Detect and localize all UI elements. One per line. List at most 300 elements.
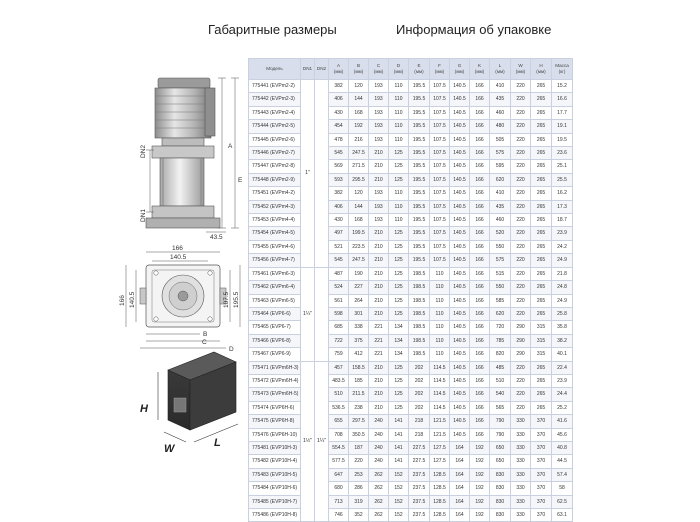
table-cell: 220	[511, 361, 531, 374]
table-cell: 107.5	[430, 160, 450, 173]
table-cell: 253	[349, 468, 369, 481]
column-header	[349, 59, 369, 80]
table-cell: 125	[389, 374, 409, 387]
table-row	[249, 428, 573, 441]
table-cell: 134	[389, 321, 409, 334]
table-cell: 775452 (EVPm4-3)	[249, 200, 301, 213]
table-cell: 140.5	[450, 120, 470, 133]
table-cell: 25.2	[552, 401, 573, 414]
table-cell: 680	[329, 482, 349, 495]
table-cell: 166	[470, 147, 490, 160]
table-cell: 238	[349, 401, 369, 414]
table-row	[249, 80, 573, 93]
table-cell: 521	[329, 240, 349, 253]
table-cell: 192	[470, 495, 490, 508]
table-cell: 110	[430, 307, 450, 320]
table-cell: 790	[490, 428, 511, 441]
column-header	[315, 59, 329, 80]
table-cell: 487	[329, 267, 349, 280]
table-cell: 775476 (EVP6H-10)	[249, 428, 301, 441]
table-cell: 211.5	[349, 388, 369, 401]
box-w-label: W	[164, 443, 175, 455]
table-cell: 775454 (EVPm4-5)	[249, 227, 301, 240]
table-cell: 220	[511, 120, 531, 133]
column-header-unit: (мм)	[393, 69, 404, 74]
table-cell: 561	[329, 294, 349, 307]
table-cell: 330	[511, 509, 531, 522]
table-cell: 295.5	[349, 173, 369, 186]
dimensions-heading: Габаритные размеры	[208, 22, 337, 37]
table-cell: 220	[511, 187, 531, 200]
table-cell: 262	[369, 482, 389, 495]
table-cell: 166	[470, 120, 490, 133]
table-cell: 565	[490, 401, 511, 414]
table-cell: 24.2	[552, 240, 573, 253]
table-cell: 220	[511, 388, 531, 401]
table-cell: 152	[389, 468, 409, 481]
table-cell: 536.5	[329, 401, 349, 414]
table-cell: 220	[511, 106, 531, 119]
table-cell: 237.5	[409, 468, 430, 481]
table-cell: 247.5	[349, 254, 369, 267]
pump-base	[152, 206, 214, 218]
column-header-unit: (мм)	[454, 69, 465, 74]
table-cell: 218	[409, 428, 430, 441]
table-cell: 187	[349, 441, 369, 454]
table-cell: 350.5	[349, 428, 369, 441]
table-cell: 40.1	[552, 348, 573, 361]
table-cell: 195.5	[409, 187, 430, 200]
table-cell: 202	[409, 374, 430, 387]
column-header-label: B	[356, 63, 361, 69]
table-cell: 210	[369, 254, 389, 267]
table-cell: 575	[490, 254, 511, 267]
table-cell: 19.5	[552, 133, 573, 146]
table-row	[249, 254, 573, 267]
table-cell: 110	[430, 348, 450, 361]
dn1-cell: 1¼"	[301, 267, 315, 361]
table-cell: 265	[531, 214, 552, 227]
dim-d-label: D	[229, 346, 234, 353]
table-cell: 140.5	[450, 214, 470, 227]
table-cell: 480	[490, 120, 511, 133]
table-cell: 127.5	[430, 455, 450, 468]
table-cell: 221	[369, 334, 389, 347]
column-header-unit: (мм)	[536, 69, 546, 74]
dim-1075-label: 107.5	[223, 291, 230, 308]
table-cell: 271.5	[349, 160, 369, 173]
table-cell: 110	[389, 80, 409, 93]
table-cell: 107.5	[430, 240, 450, 253]
table-cell: 775485 (EVP10H-7)	[249, 495, 301, 508]
column-header-label: W	[518, 63, 523, 69]
table-cell: 107.5	[430, 80, 450, 93]
table-cell: 435	[490, 93, 511, 106]
table-cell: 38.2	[552, 334, 573, 347]
table-cell: 198.5	[409, 281, 430, 294]
table-cell: 382	[329, 80, 349, 93]
table-cell: 107.5	[430, 227, 450, 240]
box-l-label: L	[214, 437, 221, 449]
table-cell: 483.5	[329, 374, 349, 387]
table-cell: 216	[349, 133, 369, 146]
table-row	[249, 374, 573, 387]
table-cell: 125	[389, 388, 409, 401]
mount-hole	[154, 271, 158, 275]
table-cell: 647	[329, 468, 349, 481]
column-header-unit: (мм)	[474, 69, 485, 74]
width-166-label: 166	[172, 245, 183, 252]
table-cell: 140.5	[450, 240, 470, 253]
dn2-cell	[315, 267, 329, 361]
table-cell: 210	[369, 281, 389, 294]
table-cell: 195.5	[409, 160, 430, 173]
table-cell: 44.5	[552, 455, 573, 468]
table-cell: 166	[470, 173, 490, 186]
table-cell: 220	[511, 374, 531, 387]
table-cell: 140.5	[450, 160, 470, 173]
table-cell: 195.5	[409, 240, 430, 253]
table-cell: 240	[369, 455, 389, 468]
table-cell: 15.2	[552, 80, 573, 93]
table-cell: 166	[470, 254, 490, 267]
table-cell: 192	[470, 509, 490, 522]
table-cell: 265	[531, 240, 552, 253]
dn2-cell	[315, 80, 329, 268]
table-cell: 775465 (EVP6-7)	[249, 321, 301, 334]
table-cell: 168	[349, 214, 369, 227]
table-cell: 515	[490, 267, 511, 280]
table-row	[249, 361, 573, 374]
table-cell: 775462 (EVPm6-4)	[249, 281, 301, 294]
table-cell: 262	[369, 495, 389, 508]
table-cell: 110	[389, 200, 409, 213]
mount-hole	[208, 271, 212, 275]
table-cell: 265	[531, 147, 552, 160]
dim-c-label: C	[202, 339, 207, 346]
table-cell: 210	[369, 160, 389, 173]
table-cell: 585	[490, 294, 511, 307]
table-cell: 18.7	[552, 214, 573, 227]
table-cell: 406	[329, 200, 349, 213]
table-cell: 510	[329, 388, 349, 401]
table-cell: 110	[430, 321, 450, 334]
table-cell: 775447 (EVPm2-8)	[249, 160, 301, 173]
table-cell: 62.5	[552, 495, 573, 508]
table-cell: 210	[369, 361, 389, 374]
table-cell: 128.5	[430, 482, 450, 495]
column-header-label: DN2	[316, 66, 327, 72]
table-cell: 140.5	[450, 415, 470, 428]
table-cell: 370	[531, 495, 552, 508]
table-row	[249, 160, 573, 173]
table-cell: 125	[389, 267, 409, 280]
table-cell: 140.5	[450, 321, 470, 334]
table-row	[249, 120, 573, 133]
table-cell: 192	[470, 468, 490, 481]
table-cell: 110	[389, 106, 409, 119]
table-cell: 110	[430, 294, 450, 307]
table-cell: 510	[490, 374, 511, 387]
table-cell: 330	[511, 495, 531, 508]
table-row	[249, 173, 573, 186]
table-cell: 166	[470, 321, 490, 334]
table-cell: 114.5	[430, 401, 450, 414]
table-cell: 198.5	[409, 294, 430, 307]
column-header-unit: (мм)	[333, 69, 344, 74]
table-cell: 24.9	[552, 254, 573, 267]
table-cell: 775451 (EVPm4-2)	[249, 187, 301, 200]
column-header-label: L	[498, 63, 502, 69]
table-row	[249, 495, 573, 508]
table-header-row	[249, 59, 573, 80]
table-cell: 199.5	[349, 227, 369, 240]
table-cell: 164	[450, 495, 470, 508]
column-header-label: K	[477, 63, 482, 69]
table-cell: 16.2	[552, 187, 573, 200]
table-cell: 227.5	[409, 441, 430, 454]
table-cell: 193	[369, 200, 389, 213]
table-cell: 120	[349, 187, 369, 200]
dim-a-label: A	[228, 143, 233, 150]
table-cell: 23.9	[552, 374, 573, 387]
table-row	[249, 214, 573, 227]
column-header-label: A	[336, 63, 341, 69]
table-cell: 430	[329, 106, 349, 119]
packaging-heading: Информация об упаковке	[396, 22, 552, 37]
table-cell: 166	[470, 187, 490, 200]
pump-front-view	[140, 78, 243, 241]
table-cell: 460	[490, 106, 511, 119]
table-row	[249, 321, 573, 334]
table-cell: 166	[470, 374, 490, 387]
table-cell: 775464 (EVP6-6)	[249, 307, 301, 320]
table-cell: 193	[369, 133, 389, 146]
column-header-unit: (мм)	[515, 69, 526, 74]
table-cell: 198.5	[409, 321, 430, 334]
table-cell: 220	[349, 455, 369, 468]
table-cell: 430	[329, 214, 349, 227]
table-cell: 759	[329, 348, 349, 361]
dn1-cell: 1½"	[301, 361, 315, 522]
table-row	[249, 482, 573, 495]
table-cell: 315	[531, 334, 552, 347]
table-cell: 785	[490, 334, 511, 347]
table-cell: 237.5	[409, 509, 430, 522]
table-cell: 140.5	[450, 133, 470, 146]
table-cell: 713	[329, 495, 349, 508]
table-cell: 382	[329, 187, 349, 200]
table-cell: 166	[470, 214, 490, 227]
table-cell: 830	[490, 482, 511, 495]
table-cell: 301	[349, 307, 369, 320]
table-cell: 107.5	[430, 93, 450, 106]
table-cell: 223.5	[349, 240, 369, 253]
table-cell: 240	[369, 415, 389, 428]
table-cell: 166	[470, 307, 490, 320]
table-cell: 406	[329, 93, 349, 106]
table-cell: 107.5	[430, 187, 450, 200]
table-cell: 198.5	[409, 267, 430, 280]
column-header	[511, 59, 531, 80]
table-cell: 45.6	[552, 428, 573, 441]
table-cell: 140.5	[450, 334, 470, 347]
table-cell: 144	[349, 200, 369, 213]
table-cell: 25.1	[552, 160, 573, 173]
table-cell: 290	[511, 348, 531, 361]
table-cell: 265	[531, 254, 552, 267]
table-cell: 790	[490, 415, 511, 428]
table-cell: 265	[531, 187, 552, 200]
table-cell: 198.5	[409, 334, 430, 347]
table-cell: 22.4	[552, 361, 573, 374]
table-cell: 370	[531, 455, 552, 468]
table-cell: 125	[389, 240, 409, 253]
table-row	[249, 388, 573, 401]
table-cell: 195.5	[409, 214, 430, 227]
table-cell: 775471 (EVPm6H-3)	[249, 361, 301, 374]
table-cell: 540	[490, 388, 511, 401]
table-cell: 221	[369, 321, 389, 334]
table-cell: 140.5	[450, 227, 470, 240]
table-cell: 720	[490, 321, 511, 334]
table-cell: 128.5	[430, 495, 450, 508]
column-header-label: D	[396, 63, 401, 69]
table-cell: 286	[349, 482, 369, 495]
table-cell: 265	[531, 374, 552, 387]
table-cell: 24.4	[552, 388, 573, 401]
table-cell: 315	[531, 321, 552, 334]
table-cell: 227.5	[409, 455, 430, 468]
table-cell: 107.5	[430, 133, 450, 146]
table-cell: 192	[349, 120, 369, 133]
table-cell: 210	[369, 227, 389, 240]
table-cell: 210	[369, 374, 389, 387]
table-cell: 25.8	[552, 307, 573, 320]
table-cell: 775456 (EVPm4-7)	[249, 254, 301, 267]
table-cell: 220	[511, 133, 531, 146]
dim-435-label: 43.5	[210, 234, 223, 241]
table-row	[249, 227, 573, 240]
table-cell: 114.5	[430, 361, 450, 374]
table-cell: 128.5	[430, 468, 450, 481]
box-pump-icon	[174, 398, 186, 412]
height-166-label: 166	[119, 295, 126, 306]
table-row	[249, 294, 573, 307]
table-cell: 192	[470, 455, 490, 468]
table-row	[249, 441, 573, 454]
column-header-label: H	[539, 63, 543, 69]
table-cell: 125	[389, 281, 409, 294]
column-header-label: Модель	[266, 66, 283, 72]
table-cell: 410	[490, 80, 511, 93]
column-header	[450, 59, 470, 80]
table-cell: 166	[470, 160, 490, 173]
table-row	[249, 187, 573, 200]
table-row	[249, 200, 573, 213]
table-cell: 193	[369, 93, 389, 106]
table-cell: 166	[470, 240, 490, 253]
table-cell: 125	[389, 307, 409, 320]
table-cell: 775445 (EVPm2-6)	[249, 133, 301, 146]
column-header	[531, 59, 552, 80]
table-cell: 140.5	[450, 200, 470, 213]
table-cell: 125	[389, 147, 409, 160]
table-cell: 290	[511, 321, 531, 334]
table-cell: 775481 (EVP10H-3)	[249, 441, 301, 454]
table-cell: 107.5	[430, 214, 450, 227]
table-cell: 524	[329, 281, 349, 294]
table-cell: 195.5	[409, 80, 430, 93]
table-cell: 166	[470, 415, 490, 428]
dim-1955-label: 195.5	[233, 291, 240, 308]
table-cell: 685	[329, 321, 349, 334]
table-cell: 210	[369, 307, 389, 320]
table-cell: 140.5	[450, 147, 470, 160]
table-cell: 195.5	[409, 200, 430, 213]
table-cell: 265	[531, 227, 552, 240]
table-cell: 198.5	[409, 307, 430, 320]
table-cell: 775448 (EVPm2-9)	[249, 173, 301, 186]
package-box	[140, 352, 238, 455]
table-row	[249, 509, 573, 522]
table-cell: 192	[470, 441, 490, 454]
dn1-label: DN1	[140, 208, 147, 222]
table-cell: 210	[369, 388, 389, 401]
table-cell: 220	[511, 160, 531, 173]
table-cell: 58	[552, 482, 573, 495]
column-header-label: DN1	[302, 66, 313, 72]
table-cell: 375	[349, 334, 369, 347]
table-row	[249, 267, 573, 280]
table-cell: 166	[470, 361, 490, 374]
table-cell: 17.7	[552, 106, 573, 119]
table-row	[249, 468, 573, 481]
table-cell: 140.5	[450, 80, 470, 93]
terminal-box	[205, 88, 215, 136]
table-cell: 134	[389, 348, 409, 361]
table-cell: 141	[389, 441, 409, 454]
table-cell: 775473 (EVPm6H-5)	[249, 388, 301, 401]
motor-body	[155, 88, 211, 138]
table-cell: 17.3	[552, 200, 573, 213]
table-cell: 140.5	[450, 254, 470, 267]
table-cell: 460	[490, 214, 511, 227]
inlet-flange	[140, 288, 146, 304]
table-cell: 193	[369, 187, 389, 200]
table-cell: 140.5	[450, 428, 470, 441]
table-cell: 107.5	[430, 147, 450, 160]
table-cell: 220	[511, 254, 531, 267]
table-cell: 166	[470, 388, 490, 401]
table-row	[249, 240, 573, 253]
table-cell: 190	[349, 267, 369, 280]
table-cell: 166	[470, 348, 490, 361]
table-cell: 198.5	[409, 348, 430, 361]
table-cell: 220	[511, 200, 531, 213]
table-cell: 166	[470, 401, 490, 414]
dim-e-label: E	[238, 177, 243, 184]
table-cell: 265	[531, 80, 552, 93]
table-cell: 185	[349, 374, 369, 387]
table-cell: 262	[369, 509, 389, 522]
table-cell: 193	[369, 80, 389, 93]
table-row	[249, 307, 573, 320]
table-cell: 152	[389, 509, 409, 522]
table-cell: 140.5	[450, 401, 470, 414]
column-header	[470, 59, 490, 80]
table-cell: 158.5	[349, 361, 369, 374]
